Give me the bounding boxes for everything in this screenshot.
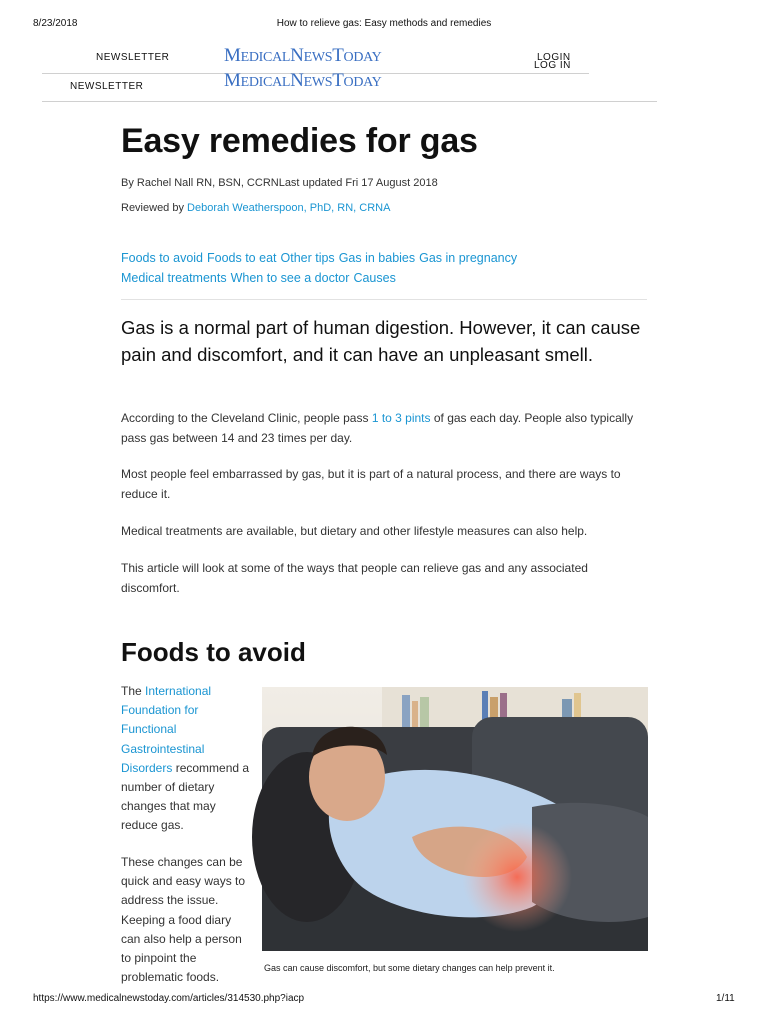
paragraph-3: Medical treatments are available, but dietary and other lifestyle measures can also help. (121, 524, 588, 538)
reviewer-link[interactable]: Deborah Weatherspoon, PhD, RN, CRNA (187, 202, 391, 214)
byline: By Rachel Nall RN, BSN, CCRNLast updated Fri 17 August 2018 (121, 177, 438, 189)
toc-link-gas-in-babies[interactable]: Gas in babies (338, 251, 416, 265)
p1-before: According to the Cleveland Clinic, people pass (121, 411, 372, 425)
newsletter-link-sticky[interactable]: NEWSLETTER (70, 81, 144, 92)
iffgd-link[interactable]: International Foundation for Functional Gastrointestinal Disorders (121, 684, 212, 775)
logo-sticky-part1-rest: EDICAL (240, 75, 291, 90)
section-heading-foods-to-avoid: Foods to avoid (121, 637, 306, 667)
newsletter-link[interactable]: NEWSLETTER (96, 52, 170, 63)
toc-row-2 (121, 268, 641, 288)
toc-row-1 (121, 248, 641, 268)
logo-part3-cap: T (332, 45, 344, 66)
toc-link-causes[interactable]: Causes (353, 271, 396, 285)
print-page-title: How to relieve gas: Easy methods and remedies (276, 18, 492, 29)
paragraph-1 (121, 409, 646, 448)
print-url: https://www.medicalnewstoday.com/articles/314530.php?iacp (33, 993, 305, 1004)
toc-link-other-tips[interactable]: Other tips (280, 251, 335, 265)
toc-divider (121, 299, 647, 300)
toc-link-medical-treatments[interactable]: Medical treatments (121, 271, 227, 285)
toc-link-gas-in-pregnancy[interactable]: Gas in pregnancy (419, 251, 518, 265)
section-paragraph-2: These changes can be quick and easy ways to address the issue. Keeping a food diary can also help a person to pinpoint the problematic foods. (121, 855, 246, 985)
logo-sticky-part2-cap: N (290, 70, 304, 91)
section-paragraph-1 (121, 682, 251, 836)
logo-part1-cap: M (224, 45, 241, 66)
logo-sticky-part3-cap: T (332, 70, 344, 91)
print-date: 8/23/2018 (33, 18, 78, 29)
logo-part3-rest: ODAY (343, 50, 382, 65)
print-page-number: 1/11 (716, 993, 735, 1004)
paragraph-4: This article will look at some of the ways that people can relieve gas and any associated discomfort. (121, 561, 588, 595)
article-photo (262, 687, 648, 951)
photo-man-on-sofa (262, 687, 648, 951)
p1-after: of gas each day. People also typically pass gas between 14 and 23 times per day. (121, 411, 634, 445)
s1-before: The (121, 684, 146, 698)
reviewed-prefix: Reviewed by (121, 202, 188, 214)
pints-link[interactable]: 1 to 3 pints (371, 411, 431, 425)
article-title: Easy remedies for gas (121, 122, 478, 160)
logo-sticky-part1-cap: M (224, 70, 241, 91)
lead-paragraph: Gas is a normal part of human digestion. However, it can cause pain and discomfort, and it can have an unpleasant smell. (121, 317, 641, 365)
s1-after: recommend a number of dietary changes that may reduce gas. (121, 760, 250, 833)
logo-part2-rest: EWS (303, 50, 333, 65)
toc-link-foods-to-eat[interactable]: Foods to eat (207, 251, 277, 265)
sticky-header-divider (42, 101, 657, 102)
logo-part1-rest: EDICAL (240, 50, 291, 65)
logo-sticky-part2-rest: EWS (303, 75, 333, 90)
toc-link-foods-to-avoid[interactable]: Foods to avoid (121, 251, 203, 265)
login-link[interactable]: LOGIN (537, 52, 571, 63)
site-logo[interactable] (224, 45, 382, 67)
paragraph-2: Most people feel embarrassed by gas, but it is part of a natural process, and there are ways to reduce it. (121, 467, 621, 501)
site-logo-sticky[interactable] (224, 70, 382, 91)
reviewed-by (121, 202, 390, 214)
photo-caption: Gas can cause discomfort, but some dietary changes can help prevent it. (264, 963, 555, 973)
toc-link-when-to-see-doctor[interactable]: When to see a doctor (230, 271, 350, 285)
logo-part2-cap: N (290, 45, 304, 66)
logo-sticky-part3-rest: ODAY (343, 75, 382, 90)
login-link-sticky[interactable]: LOG IN (534, 60, 571, 71)
